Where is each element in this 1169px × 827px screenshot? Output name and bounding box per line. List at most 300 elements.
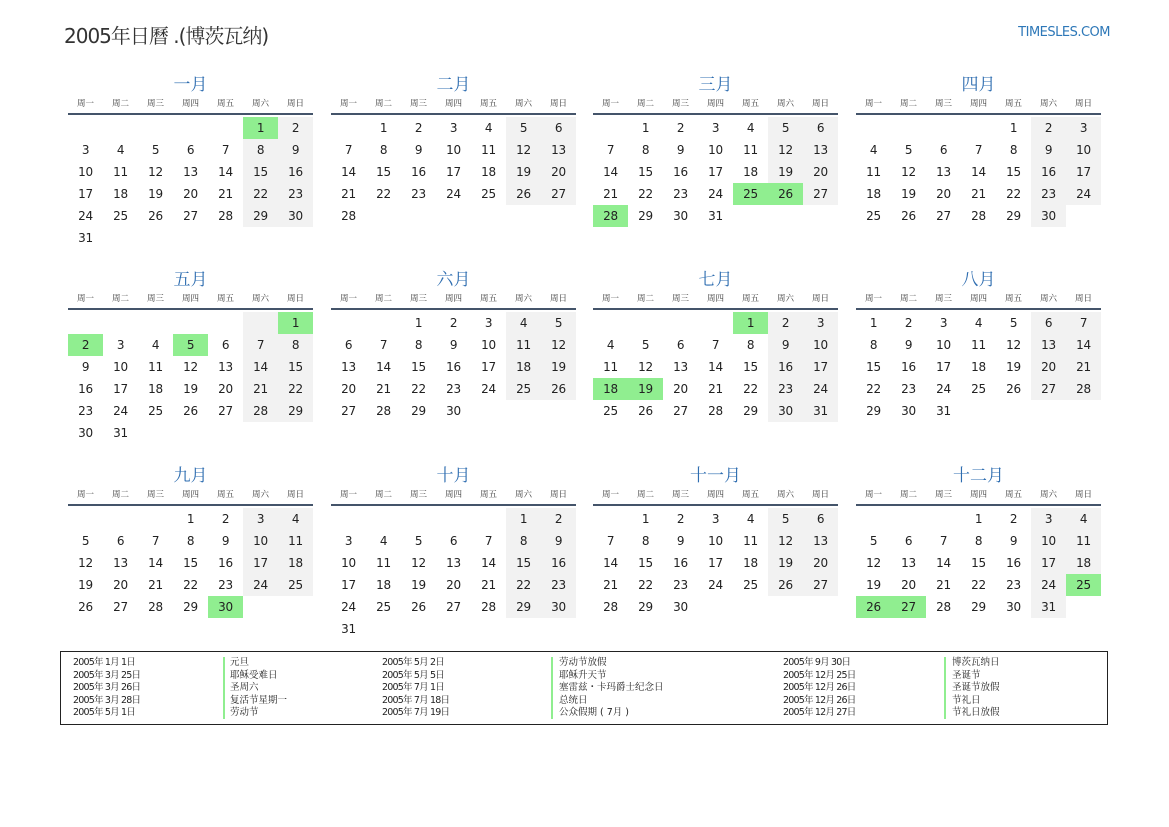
day-cell: 30 <box>768 400 803 422</box>
day-cell: 4 <box>116 143 125 157</box>
weekday-label: 周五 <box>1004 99 1022 109</box>
day-cell: 24 <box>341 600 356 614</box>
day-cell: 27 <box>673 404 688 418</box>
day-cell: 19 <box>768 161 803 183</box>
header-divider <box>593 504 838 506</box>
weekday-label: 周六 <box>251 99 269 109</box>
empty-day-cell <box>593 117 628 139</box>
day-cell: 28 <box>376 404 391 418</box>
weekday-label: 周六 <box>251 490 269 500</box>
day-cell: 4 <box>746 121 755 135</box>
legend-names-col-2 <box>559 657 664 720</box>
day-cell: 22 <box>411 382 426 396</box>
day-cell: 5 <box>151 143 160 157</box>
day-cell: 26 <box>541 378 576 400</box>
day-cell: 29 <box>411 404 426 418</box>
day-cell: 18 <box>743 556 758 570</box>
day-cell: 7 <box>939 534 948 548</box>
day-cell: 6 <box>1031 312 1066 334</box>
empty-day-cell <box>471 400 506 422</box>
day-cell: 21 <box>708 382 723 396</box>
day-cell: 27 <box>803 183 838 205</box>
day-cell: 15 <box>1006 165 1021 179</box>
day-cell: 23 <box>1006 578 1021 592</box>
day-cell: 6 <box>676 338 685 352</box>
day-cell: 25 <box>971 382 986 396</box>
day-cell: 3 <box>344 534 353 548</box>
day-grid <box>593 117 838 227</box>
day-cell: 19 <box>768 552 803 574</box>
empty-day-cell <box>208 312 243 334</box>
day-cell: 20 <box>341 382 356 396</box>
day-cell: 8 <box>641 143 650 157</box>
empty-day-cell <box>471 618 506 640</box>
weekday-header <box>68 488 313 502</box>
day-cell: 24 <box>1066 183 1101 205</box>
day-cell: 7 <box>151 534 160 548</box>
day-cell: 28 <box>218 209 233 223</box>
weekday-label: 周日 <box>1074 490 1092 500</box>
legend-date: 2005年 1月 1日 <box>73 657 136 668</box>
day-cell: 16 <box>901 360 916 374</box>
day-cell: 5 <box>768 117 803 139</box>
day-cell: 12 <box>638 360 653 374</box>
weekday-label: 周一 <box>864 294 882 304</box>
day-cell: 4 <box>869 143 878 157</box>
day-grid <box>68 508 313 618</box>
day-cell: 14 <box>148 556 163 570</box>
weekday-label: 周二 <box>111 294 129 304</box>
day-cell: 10 <box>1031 530 1066 552</box>
header-divider <box>593 308 838 310</box>
day-cell: 17 <box>243 552 278 574</box>
day-cell: 1 <box>869 316 878 330</box>
day-cell: 6 <box>449 534 458 548</box>
day-cell: 19 <box>866 578 881 592</box>
day-cell: 29 <box>638 600 653 614</box>
weekday-label: 周二 <box>899 294 917 304</box>
day-cell: 13 <box>218 360 233 374</box>
day-cell: 7 <box>344 143 353 157</box>
empty-day-cell <box>926 508 961 530</box>
day-cell: 31 <box>708 209 723 223</box>
day-cell: 16 <box>278 161 313 183</box>
header-divider <box>331 504 576 506</box>
legend-date: 2005年 3月 28日 <box>73 694 141 706</box>
weekday-label: 周三 <box>671 99 689 109</box>
day-cell: 30 <box>901 404 916 418</box>
legend-holiday-name: 博茨瓦纳日 <box>952 657 1000 668</box>
month-calendar <box>593 73 838 227</box>
day-cell: 4 <box>484 121 493 135</box>
day-cell: 14 <box>218 165 233 179</box>
day-cell: 6 <box>344 338 353 352</box>
weekday-label: 周六 <box>776 490 794 500</box>
day-cell: 18 <box>113 187 128 201</box>
day-cell: 11 <box>148 360 163 374</box>
empty-day-cell <box>593 312 628 334</box>
day-cell: 25 <box>743 578 758 592</box>
empty-day-cell <box>401 618 436 640</box>
weekday-label: 周日 <box>286 490 304 500</box>
weekday-label: 周四 <box>444 99 462 109</box>
legend-holiday-name: 复活节星期一 <box>230 694 288 706</box>
day-cell: 14 <box>341 165 356 179</box>
day-cell: 13 <box>901 556 916 570</box>
day-cell: 13 <box>673 360 688 374</box>
day-cell: 20 <box>113 578 128 592</box>
day-cell: 20 <box>1031 356 1066 378</box>
day-cell: 29 <box>638 209 653 223</box>
day-cell: 11 <box>603 360 618 374</box>
day-cell: 15 <box>638 556 653 570</box>
day-cell: 27 <box>341 404 356 418</box>
day-cell: 30 <box>673 209 688 223</box>
header-divider <box>331 113 576 115</box>
day-cell: 3 <box>803 312 838 334</box>
header-divider <box>856 504 1101 506</box>
empty-day-cell <box>1031 400 1066 422</box>
empty-day-cell <box>891 117 926 139</box>
day-cell: 14 <box>603 165 618 179</box>
day-cell: 21 <box>218 187 233 201</box>
day-cell: 28 <box>481 600 496 614</box>
day-cell: 3 <box>1066 117 1101 139</box>
day-cell: 13 <box>446 556 461 570</box>
month-calendar <box>68 464 313 618</box>
weekday-label: 周一 <box>864 99 882 109</box>
page-title: 2005年日曆 .(博茨瓦纳) <box>64 24 269 48</box>
month-title: 九月 <box>173 466 208 486</box>
day-cell: 3 <box>939 316 948 330</box>
weekday-label: 周日 <box>549 99 567 109</box>
day-cell: 21 <box>603 578 618 592</box>
day-cell: 20 <box>218 382 233 396</box>
day-cell: 9 <box>221 534 230 548</box>
empty-day-cell <box>278 227 313 249</box>
weekday-label: 周四 <box>444 490 462 500</box>
day-cell: 25 <box>278 574 313 596</box>
empty-day-cell <box>208 422 243 444</box>
empty-day-cell <box>471 508 506 530</box>
weekday-label: 周日 <box>549 294 567 304</box>
day-cell: 7 <box>379 338 388 352</box>
day-cell: 18 <box>743 165 758 179</box>
day-cell: 12 <box>1006 338 1021 352</box>
weekday-label: 周三 <box>409 490 427 500</box>
day-cell: 29 <box>866 404 881 418</box>
day-cell: 23 <box>78 404 93 418</box>
legend-holiday-name: 总统日 <box>559 694 588 706</box>
empty-day-cell <box>68 117 103 139</box>
day-cell: 18 <box>1066 552 1101 574</box>
day-cell: 1 <box>414 316 423 330</box>
day-cell: 14 <box>971 165 986 179</box>
empty-day-cell <box>961 117 996 139</box>
weekday-label: 周一 <box>76 294 94 304</box>
empty-day-cell <box>243 312 278 334</box>
weekday-label: 周日 <box>286 294 304 304</box>
weekday-label: 周五 <box>741 99 759 109</box>
weekday-label: 周日 <box>811 294 829 304</box>
day-cell: 14 <box>1066 334 1101 356</box>
day-cell: 29 <box>183 600 198 614</box>
empty-day-cell <box>506 618 541 640</box>
day-cell: 16 <box>673 165 688 179</box>
day-cell: 13 <box>113 556 128 570</box>
weekday-label: 周一 <box>601 490 619 500</box>
day-cell: 8 <box>1009 143 1018 157</box>
day-cell: 2 <box>221 512 230 526</box>
day-cell: 17 <box>341 578 356 592</box>
day-cell: 20 <box>183 187 198 201</box>
weekday-label: 周六 <box>251 294 269 304</box>
empty-day-cell <box>366 618 401 640</box>
legend-holiday-name: 圣诞节放假 <box>952 682 1000 693</box>
day-cell: 26 <box>856 596 891 618</box>
weekday-label: 周四 <box>706 294 724 304</box>
day-cell: 2 <box>904 316 913 330</box>
empty-day-cell <box>506 205 541 227</box>
day-cell: 6 <box>803 508 838 530</box>
header-divider <box>856 308 1101 310</box>
empty-day-cell <box>208 227 243 249</box>
day-cell: 10 <box>78 165 93 179</box>
day-cell: 5 <box>414 534 423 548</box>
day-cell: 13 <box>803 530 838 552</box>
day-cell: 2 <box>676 121 685 135</box>
weekday-label: 周五 <box>216 294 234 304</box>
day-cell: 16 <box>673 556 688 570</box>
day-cell: 17 <box>1031 552 1066 574</box>
month-calendar <box>593 464 838 618</box>
day-cell: 15 <box>411 360 426 374</box>
day-cell: 28 <box>243 400 278 422</box>
legend-date: 2005年 12月 25日 <box>783 669 856 681</box>
empty-day-cell <box>103 508 138 530</box>
day-cell: 16 <box>411 165 426 179</box>
day-cell: 9 <box>81 360 90 374</box>
day-cell: 28 <box>708 404 723 418</box>
day-cell: 20 <box>446 578 461 592</box>
weekday-label: 周三 <box>409 99 427 109</box>
day-cell: 24 <box>78 209 93 223</box>
month-calendar <box>856 268 1101 422</box>
weekday-label: 周二 <box>899 490 917 500</box>
empty-day-cell <box>856 117 891 139</box>
weekday-label: 周日 <box>1074 294 1092 304</box>
day-cell: 31 <box>803 400 838 422</box>
empty-day-cell <box>663 312 698 334</box>
weekday-label: 周二 <box>899 99 917 109</box>
day-cell: 23 <box>278 183 313 205</box>
day-cell: 29 <box>971 600 986 614</box>
day-cell: 26 <box>78 600 93 614</box>
weekday-label: 周五 <box>1004 490 1022 500</box>
day-cell: 19 <box>411 578 426 592</box>
day-cell: 22 <box>743 382 758 396</box>
day-cell: 6 <box>904 534 913 548</box>
day-cell: 19 <box>901 187 916 201</box>
day-cell: 27 <box>183 209 198 223</box>
day-cell: 1 <box>379 121 388 135</box>
empty-day-cell <box>103 227 138 249</box>
weekday-label: 周五 <box>741 294 759 304</box>
weekday-label: 周五 <box>216 99 234 109</box>
day-cell: 8 <box>974 534 983 548</box>
weekday-header <box>593 488 838 502</box>
weekday-label: 周三 <box>146 99 164 109</box>
day-cell: 11 <box>1066 530 1101 552</box>
empty-day-cell <box>138 117 173 139</box>
day-cell: 9 <box>676 143 685 157</box>
day-cell: 8 <box>746 338 755 352</box>
day-cell: 7 <box>221 143 230 157</box>
day-cell: 5 <box>768 508 803 530</box>
day-cell: 18 <box>506 356 541 378</box>
site-link[interactable]: TIMESLES.COM <box>1018 25 1110 40</box>
day-cell: 7 <box>243 334 278 356</box>
day-cell: 14 <box>243 356 278 378</box>
weekday-label: 周六 <box>1039 490 1057 500</box>
day-cell: 24 <box>446 187 461 201</box>
day-cell: 12 <box>768 139 803 161</box>
month-title: 十月 <box>436 466 471 486</box>
weekday-label: 周三 <box>671 490 689 500</box>
empty-day-cell <box>733 596 768 618</box>
day-cell: 5 <box>641 338 650 352</box>
legend-date: 2005年 7月 19日 <box>382 707 450 718</box>
legend-dates-col-1 <box>73 657 140 720</box>
month-title: 二月 <box>436 75 471 95</box>
day-cell: 8 <box>243 139 278 161</box>
weekday-label: 周六 <box>514 99 532 109</box>
day-cell: 21 <box>936 578 951 592</box>
day-cell: 11 <box>866 165 881 179</box>
day-cell: 1 <box>243 117 278 139</box>
legend-dates-col-2 <box>382 657 449 720</box>
day-cell: 2 <box>768 312 803 334</box>
day-cell: 18 <box>278 552 313 574</box>
empty-day-cell <box>401 205 436 227</box>
day-cell: 4 <box>379 534 388 548</box>
day-cell: 16 <box>218 556 233 570</box>
day-cell: 16 <box>768 356 803 378</box>
day-cell: 23 <box>673 187 688 201</box>
weekday-label: 周日 <box>811 99 829 109</box>
empty-day-cell <box>366 205 401 227</box>
month-title: 六月 <box>436 270 471 290</box>
day-cell: 8 <box>278 334 313 356</box>
weekday-label: 周日 <box>1074 99 1092 109</box>
day-cell: 12 <box>183 360 198 374</box>
day-cell: 7 <box>606 534 615 548</box>
header-divider <box>68 504 313 506</box>
weekday-label: 周三 <box>409 294 427 304</box>
day-cell: 31 <box>1031 596 1066 618</box>
day-cell: 2 <box>278 117 313 139</box>
month-calendar <box>68 73 313 249</box>
day-cell: 24 <box>936 382 951 396</box>
day-cell: 4 <box>151 338 160 352</box>
day-cell: 17 <box>708 556 723 570</box>
empty-day-cell <box>1066 205 1101 227</box>
day-cell: 28 <box>1066 378 1101 400</box>
legend-date: 2005年 3月 25日 <box>73 669 141 681</box>
day-cell: 2 <box>68 334 103 356</box>
weekday-label: 周五 <box>1004 294 1022 304</box>
day-cell: 18 <box>866 187 881 201</box>
day-cell: 29 <box>1006 209 1021 223</box>
day-cell: 14 <box>376 360 391 374</box>
empty-day-cell <box>331 508 366 530</box>
header-divider <box>331 308 576 310</box>
day-cell: 17 <box>481 360 496 374</box>
empty-day-cell <box>768 205 803 227</box>
day-grid <box>856 117 1101 227</box>
day-cell: 22 <box>376 187 391 201</box>
month-calendar <box>331 464 576 640</box>
legend-date: 2005年 9月 30日 <box>783 657 851 668</box>
day-cell: 11 <box>481 143 496 157</box>
day-cell: 18 <box>481 165 496 179</box>
month-title: 十一月 <box>690 466 741 486</box>
day-cell: 17 <box>936 360 951 374</box>
day-cell: 10 <box>481 338 496 352</box>
weekday-label: 周一 <box>76 490 94 500</box>
day-cell: 12 <box>411 556 426 570</box>
day-cell: 19 <box>78 578 93 592</box>
legend-holiday-name: 公众假期 ( 7月 ) <box>559 707 630 718</box>
day-cell: 17 <box>708 165 723 179</box>
legend-date: 2005年 7月 1日 <box>382 682 445 693</box>
day-grid <box>331 508 576 640</box>
day-cell: 26 <box>768 574 803 596</box>
weekday-label: 周五 <box>741 490 759 500</box>
weekday-label: 周二 <box>636 490 654 500</box>
day-cell: 25 <box>866 209 881 223</box>
day-cell: 20 <box>901 578 916 592</box>
day-cell: 29 <box>243 205 278 227</box>
day-cell: 11 <box>278 530 313 552</box>
day-cell: 19 <box>183 382 198 396</box>
weekday-label: 周六 <box>514 490 532 500</box>
empty-day-cell <box>243 422 278 444</box>
day-cell: 10 <box>708 534 723 548</box>
day-cell: 10 <box>708 143 723 157</box>
weekday-label: 周二 <box>111 490 129 500</box>
empty-day-cell <box>401 508 436 530</box>
holiday-legend <box>60 651 1108 725</box>
day-cell: 15 <box>243 161 278 183</box>
day-cell: 29 <box>506 596 541 618</box>
day-cell: 21 <box>971 187 986 201</box>
legend-dates-col-3 <box>783 657 856 720</box>
day-cell: 6 <box>541 117 576 139</box>
legend-holiday-name: 塞雷兹・卡玛爵士纪念日 <box>559 682 664 693</box>
weekday-label: 周三 <box>146 294 164 304</box>
day-cell: 27 <box>113 600 128 614</box>
empty-day-cell <box>926 117 961 139</box>
empty-day-cell <box>436 508 471 530</box>
day-cell: 9 <box>449 338 458 352</box>
day-cell: 25 <box>1066 574 1101 596</box>
empty-day-cell <box>68 508 103 530</box>
day-cell: 19 <box>1006 360 1021 374</box>
month-title: 四月 <box>961 75 996 95</box>
empty-day-cell <box>698 596 733 618</box>
day-cell: 17 <box>803 356 838 378</box>
